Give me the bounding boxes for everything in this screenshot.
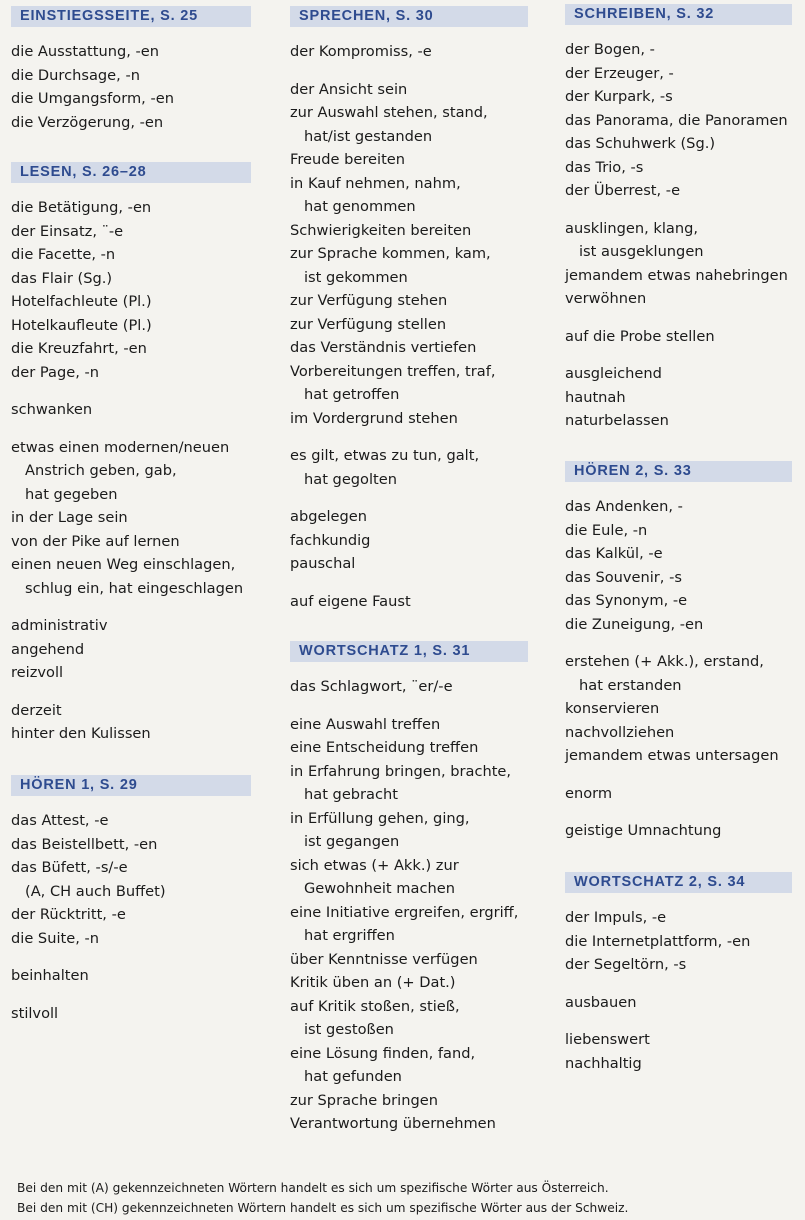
vocab-entry: jemandem etwas nahebringen bbox=[565, 267, 788, 284]
vocab-entry: Vorbereitungen treffen, traf, bbox=[290, 363, 496, 380]
vocab-entry: derzeit bbox=[11, 702, 62, 719]
vocab-entry: hat getroffen bbox=[304, 386, 400, 403]
vocab-entry: der Erzeuger, - bbox=[565, 65, 674, 82]
section-header: EINSTIEGSSEITE, S. 25 bbox=[11, 6, 251, 27]
vocab-entry: es gilt, etwas zu tun, galt, bbox=[290, 447, 480, 464]
vocab-entry: abgelegen bbox=[290, 508, 367, 525]
vocab-entry: Anstrich geben, gab, bbox=[25, 462, 177, 479]
footnote-switzerland: Bei den mit (CH) gekennzeichneten Wörtern handelt es sich um spezifische Wörter aus der Schweiz. bbox=[17, 1201, 629, 1215]
vocab-entry: hat ergriffen bbox=[304, 927, 395, 944]
vocab-entry: auf eigene Faust bbox=[290, 593, 411, 610]
vocab-entry: das Büfett, -s/-e bbox=[11, 859, 128, 876]
vocab-entry: die Durchsage, -n bbox=[11, 67, 140, 84]
vocab-entry: das Andenken, - bbox=[565, 498, 683, 515]
section-header: WORTSCHATZ 2, S. 34 bbox=[565, 872, 792, 893]
vocab-entry: ist gestoßen bbox=[304, 1021, 394, 1038]
vocab-entry: in Kauf nehmen, nahm, bbox=[290, 175, 461, 192]
vocab-entry: der Überrest, -e bbox=[565, 182, 681, 199]
vocab-entry: das Schlagwort, ¨er/-e bbox=[290, 678, 453, 695]
vocab-entry: geistige Umnachtung bbox=[565, 822, 722, 839]
vocab-entry: die Kreuzfahrt, -en bbox=[11, 340, 147, 357]
vocab-entry: die Suite, -n bbox=[11, 930, 99, 947]
vocab-entry: der Bogen, - bbox=[565, 41, 655, 58]
vocab-entry: der Page, -n bbox=[11, 364, 100, 381]
vocab-entry: hat gegeben bbox=[25, 486, 118, 503]
vocab-entry: ausbauen bbox=[565, 994, 637, 1011]
section-header: SCHREIBEN, S. 32 bbox=[565, 4, 792, 25]
vocab-entry: eine Initiative ergreifen, ergriff, bbox=[290, 904, 519, 921]
vocab-entry: der Impuls, -e bbox=[565, 909, 667, 926]
vocab-entry: das Synonym, -e bbox=[565, 592, 688, 609]
vocab-entry: das Trio, -s bbox=[565, 159, 644, 176]
vocab-entry: in Erfahrung bringen, brachte, bbox=[290, 763, 512, 780]
vocab-entry: schwanken bbox=[11, 401, 93, 418]
vocab-entry: enorm bbox=[565, 785, 613, 802]
vocab-entry: zur Auswahl stehen, stand, bbox=[290, 104, 488, 121]
section-header: WORTSCHATZ 1, S. 31 bbox=[290, 641, 528, 662]
vocab-entry: liebenswert bbox=[565, 1031, 650, 1048]
vocab-entry: die Verzögerung, -en bbox=[11, 114, 164, 131]
vocab-entry: auf die Probe stellen bbox=[565, 328, 715, 345]
vocab-entry: Hotelfachleute (Pl.) bbox=[11, 293, 152, 310]
vocab-entry: die Zuneigung, -en bbox=[565, 616, 704, 633]
vocab-entry: das Flair (Sg.) bbox=[11, 270, 113, 287]
vocab-entry: die Umgangsform, -en bbox=[11, 90, 174, 107]
vocab-entry: Freude bereiten bbox=[290, 151, 406, 168]
vocab-entry: das Schuhwerk (Sg.) bbox=[565, 135, 716, 152]
vocab-entry: das Attest, -e bbox=[11, 812, 109, 829]
vocab-entry: der Rücktritt, -e bbox=[11, 906, 126, 923]
vocab-entry: das Panorama, die Panoramen bbox=[565, 112, 788, 129]
vocab-entry: etwas einen modernen/neuen bbox=[11, 439, 230, 456]
vocab-entry: im Vordergrund stehen bbox=[290, 410, 458, 427]
vocab-entry: das Beistellbett, -en bbox=[11, 836, 158, 853]
vocab-entry: die Eule, -n bbox=[565, 522, 648, 539]
vocab-entry: ist gekommen bbox=[304, 269, 408, 286]
vocab-entry: der Segeltörn, -s bbox=[565, 956, 687, 973]
vocab-entry: der Ansicht sein bbox=[290, 81, 408, 98]
vocab-entry: die Betätigung, -en bbox=[11, 199, 152, 216]
vocab-entry: zur Sprache bringen bbox=[290, 1092, 438, 1109]
vocab-entry: (A, CH auch Buffet) bbox=[25, 883, 166, 900]
vocab-entry: Hotelkaufleute (Pl.) bbox=[11, 317, 152, 334]
vocab-entry: der Einsatz, ¨-e bbox=[11, 223, 124, 240]
vocab-entry: zur Sprache kommen, kam, bbox=[290, 245, 491, 262]
vocab-entry: hat genommen bbox=[304, 198, 416, 215]
vocab-entry: Kritik üben an (+ Dat.) bbox=[290, 974, 456, 991]
vocab-entry: verwöhnen bbox=[565, 290, 647, 307]
vocab-entry: ist gegangen bbox=[304, 833, 400, 850]
vocab-entry: angehend bbox=[11, 641, 85, 658]
vocab-entry: hat erstanden bbox=[579, 677, 682, 694]
vocab-entry: hinter den Kulissen bbox=[11, 725, 151, 742]
vocab-entry: auf Kritik stoßen, stieß, bbox=[290, 998, 460, 1015]
vocab-entry: die Internetplattform, -en bbox=[565, 933, 751, 950]
vocab-entry: hautnah bbox=[565, 389, 626, 406]
vocab-entry: einen neuen Weg einschlagen, bbox=[11, 556, 236, 573]
vocab-entry: hat/ist gestanden bbox=[304, 128, 433, 145]
vocab-entry: sich etwas (+ Akk.) zur bbox=[290, 857, 459, 874]
vocab-entry: der Kurpark, -s bbox=[565, 88, 673, 105]
vocab-entry: schlug ein, hat eingeschlagen bbox=[25, 580, 244, 597]
vocab-entry: Schwierigkeiten bereiten bbox=[290, 222, 472, 239]
vocab-entry: pauschal bbox=[290, 555, 356, 572]
vocab-entry: eine Auswahl treffen bbox=[290, 716, 441, 733]
vocab-entry: administrativ bbox=[11, 617, 108, 634]
vocab-entry: zur Verfügung stellen bbox=[290, 316, 447, 333]
vocab-entry: stilvoll bbox=[11, 1005, 59, 1022]
section-header: HÖREN 1, S. 29 bbox=[11, 775, 251, 796]
vocab-entry: über Kenntnisse verfügen bbox=[290, 951, 478, 968]
footnote-austria: Bei den mit (A) gekennzeichneten Wörtern handelt es sich um spezifische Wörter aus Österreich. bbox=[17, 1181, 609, 1195]
vocab-entry: nachhaltig bbox=[565, 1055, 642, 1072]
vocab-entry: das Verständnis vertiefen bbox=[290, 339, 477, 356]
vocab-entry: von der Pike auf lernen bbox=[11, 533, 180, 550]
vocab-entry: zur Verfügung stehen bbox=[290, 292, 448, 309]
vocab-entry: jemandem etwas untersagen bbox=[565, 747, 779, 764]
section-header: HÖREN 2, S. 33 bbox=[565, 461, 792, 482]
vocab-entry: Gewohnheit machen bbox=[304, 880, 455, 897]
vocab-entry: hat gebracht bbox=[304, 786, 398, 803]
vocab-entry: eine Lösung finden, fand, bbox=[290, 1045, 476, 1062]
vocab-entry: eine Entscheidung treffen bbox=[290, 739, 479, 756]
vocab-entry: die Facette, -n bbox=[11, 246, 116, 263]
vocab-entry: Verantwortung übernehmen bbox=[290, 1115, 496, 1132]
vocab-entry: in Erfüllung gehen, ging, bbox=[290, 810, 470, 827]
vocab-entry: nachvollziehen bbox=[565, 724, 675, 741]
vocab-entry: konservieren bbox=[565, 700, 660, 717]
vocab-entry: naturbelassen bbox=[565, 412, 669, 429]
vocab-entry: ausgleichend bbox=[565, 365, 662, 382]
vocab-entry: der Kompromiss, -e bbox=[290, 43, 432, 60]
vocab-entry: reizvoll bbox=[11, 664, 64, 681]
vocab-entry: erstehen (+ Akk.), erstand, bbox=[565, 653, 764, 670]
vocab-entry: in der Lage sein bbox=[11, 509, 128, 526]
vocab-entry: ist ausgeklungen bbox=[579, 243, 704, 260]
vocab-entry: beinhalten bbox=[11, 967, 89, 984]
vocab-entry: hat gegolten bbox=[304, 471, 397, 488]
vocab-entry: hat gefunden bbox=[304, 1068, 402, 1085]
vocab-entry: ausklingen, klang, bbox=[565, 220, 698, 237]
vocab-entry: das Kalkül, -e bbox=[565, 545, 663, 562]
vocab-entry: fachkundig bbox=[290, 532, 371, 549]
vocab-entry: die Ausstattung, -en bbox=[11, 43, 160, 60]
vocab-entry: das Souvenir, -s bbox=[565, 569, 682, 586]
footnotes bbox=[17, 1178, 797, 1218]
section-header: SPRECHEN, S. 30 bbox=[290, 6, 528, 27]
section-header: LESEN, S. 26–28 bbox=[11, 162, 251, 183]
